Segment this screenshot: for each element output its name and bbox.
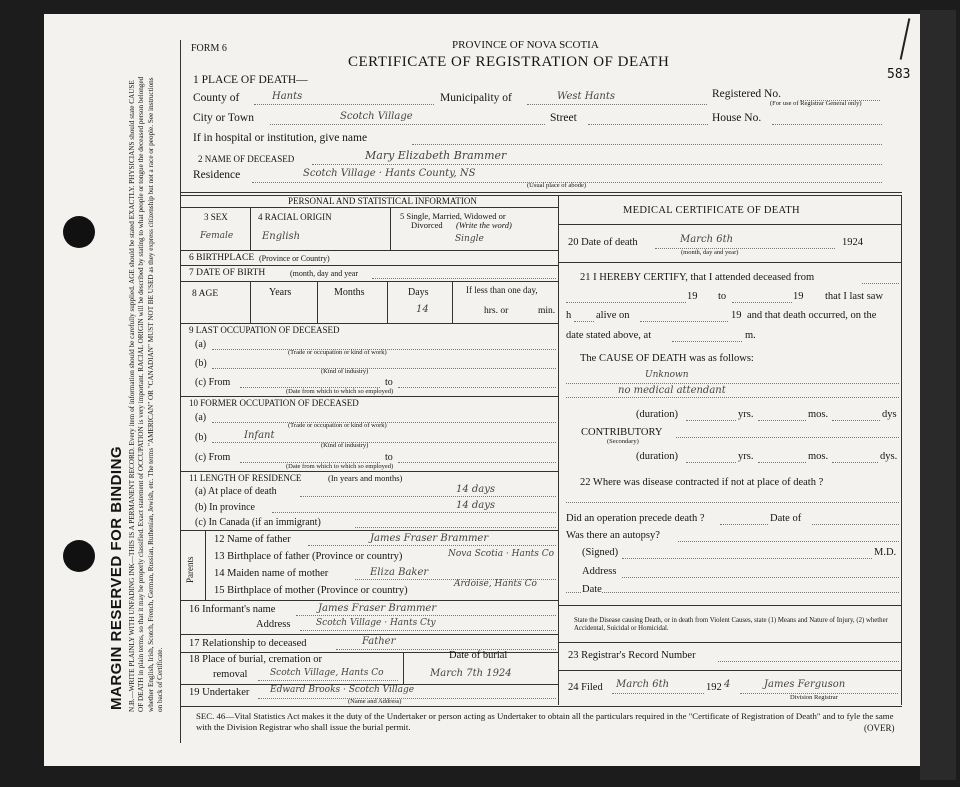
md-label: M.D. [874,547,897,558]
former-occ-b-line [212,442,556,443]
sex-label: 3 SEX [204,212,228,222]
row-rule [558,642,901,643]
age-divider [387,281,388,323]
cause-value-2: no medical attendant [618,385,726,396]
last-occ-trade-note: (Trade or occupation or kind of work) [288,349,387,356]
operation-date-line [812,524,899,525]
city-label: City or Town [193,112,254,124]
street-line [588,124,708,125]
cause-value-1: Unknown [645,370,689,380]
contributory-line [676,437,899,438]
residence-value: Scotch Village · Hants County, NS [303,168,476,179]
burial-divider [403,652,404,684]
last-occ-date-note: (Date from which to which so employed) [286,388,394,395]
duration-label: (duration) [636,409,678,420]
former-occ-to: to [385,452,393,463]
former-occ-b-value: Infant [244,430,275,441]
row-rule [558,605,901,606]
certify-date-stated: date stated above, at [566,330,652,341]
former-occ-date-note: (Date from which to which so employed) [286,463,394,470]
duration-mos-2: mos. [808,451,829,462]
father-birth-value: Nova Scotia · Hants Co [448,549,555,559]
q22-line [566,502,899,503]
certify-year-1: 19 [687,291,698,302]
racial-label: 4 RACIAL ORIGIN [258,212,332,222]
last-occ-a: (a) [195,339,207,350]
father-line [308,545,556,546]
certify-to-line [732,302,792,303]
residence-b-label: (b) In province [195,502,255,513]
last-occ-industry-note: (Kind of industry) [321,368,369,375]
form-number: FORM 6 [191,43,227,54]
over-label: (OVER) [864,723,895,733]
instructions-text: N.B.—WRITE PLAINLY WITH UNFADING INK—THIS IS A PERMANENT RECORD. Every item of information should be carefully supplied. AGE should be stated EXACTLY. PHYSICIANS should state CAUSE OF DEATH in plain terms, so that it may be properly classified. Exact statement of OCCUPATION is very important. RACIAL ORIGIN will be described by stating to what people or tongue the deceased person belonged whether English, Irish, Scotch, French, German, Russian, Ruthenian, Jewish, etc. The terms "AMERICAN" OR "CANADIAN" MUST NOT BE USED as they express citizenship but not a race or people. See instructions on back of Certificate. [128,76,165,712]
age-divider [250,281,251,323]
months-label: Months [334,287,365,298]
birthplace-note: (Province or Country) [259,254,330,263]
personal-heading-rule [180,207,558,208]
days-value: 14 [416,304,429,315]
certify-year-2: 19 [793,291,804,302]
q22-label: 22 Where was disease contracted if not at place of death ? [580,477,824,488]
medical-heading: MEDICAL CERTIFICATE OF DEATH [623,205,800,216]
death-date-label: 20 Date of death [568,237,638,248]
municipality-label: Municipality of [440,92,512,104]
undertaker-label: 19 Undertaker [189,687,250,698]
operation-date-label: Date of [770,513,802,524]
duration-label-2: (duration) [636,451,678,462]
registrar-label: Division Registrar [790,694,838,701]
hospital-line [412,144,882,145]
registered-label: Registered No. [712,88,781,100]
row-rule [558,670,901,671]
certify-death-occurred: and that death occurred, on the [747,310,877,321]
footer-text: SEC. 46—Vital Statistics Act makes it the duty of the Undertaker or person acting as Undertaker to obtain all the particulars required in the "Certificate of Registration of Death" and to fyle the same with the Division Registrar who shall issue the burial permit. [196,711,894,732]
record-number-label: 23 Registrar's Record Number [568,650,696,661]
duration-yrs-line [686,420,736,421]
informant-label: 16 Informant's name [189,604,276,615]
parents-divider [205,530,206,600]
residence-b-value: 14 days [456,500,496,511]
residence-a-label: (a) At place of death [195,486,277,497]
binding-hole [63,216,95,248]
operation-label: Did an operation precede death ? [566,513,705,524]
mother-label: 14 Maiden name of mother [214,568,329,579]
signed-line [622,558,872,559]
hrs-label: hrs. or [484,306,509,316]
burial-date-value: March 7th 1924 [430,668,512,679]
certify-h-line [574,321,594,322]
relationship-line [336,649,556,650]
informant-line [296,615,556,616]
county-label: County of [193,92,240,104]
residence-c-label: (c) In Canada (if an immigrant) [195,517,321,528]
duration-dys: dys [882,409,897,420]
last-occ-to-line [398,387,556,388]
former-occ-a: (a) [195,412,207,423]
certify-from-line [566,302,686,303]
filed-value: March 6th [616,679,670,690]
street-label: Street [550,112,577,124]
filed-label: 24 Filed [568,682,603,693]
operation-line [720,524,768,525]
row-rule [180,265,558,266]
burial-place-label: 18 Place of burial, cremation or [189,654,322,665]
age-divider [452,281,453,323]
certify-line-fill [862,283,899,284]
certify-year-3: 19 [731,310,742,321]
residence-length-note: (In years and months) [328,473,403,483]
row-rule [180,323,558,324]
father-birth-label: 13 Birthplace of father (Province or country) [214,551,403,562]
row-rule [180,600,558,601]
filed-line [612,693,704,694]
certify-to: to [718,291,727,302]
row-rule [180,396,558,397]
deceased-name-line [312,164,882,165]
page-number: 583 [887,67,911,82]
grid-right-border [901,195,902,705]
secondary-note: (Secondary) [607,438,639,445]
cause-label: The CAUSE OF DEATH was as follows: [580,353,754,364]
duration-yrs: yrs. [738,409,754,420]
row-rule [180,281,558,282]
last-occupation-heading: 9 LAST OCCUPATION OF DECEASED [189,325,340,335]
dob-note: (month, day and year [290,269,358,278]
former-occ-from: (c) From [195,452,231,463]
certificate-title: CERTIFICATE OF REGISTRATION OF DEATH [348,54,670,70]
med-address-line [622,577,899,578]
registered-note: (For use of Registrar General only) [770,100,862,107]
place-of-death-heading: 1 PLACE OF DEATH— [193,74,308,86]
residence-a-value: 14 days [456,484,496,495]
certify-line: 21 I HEREBY CERTIFY, that I attended deceased from [580,272,815,283]
last-occ-from: (c) From [195,377,231,388]
row-rule [558,262,901,263]
marital-value: Single [455,234,484,244]
marital-label-2: Divorced [411,220,443,230]
birthplace-label: 6 BIRTHPLACE [189,253,255,263]
last-occ-to: to [385,377,393,388]
father-label: 12 Name of father [214,534,291,545]
deceased-name-label: 2 NAME OF DECEASED [198,154,295,164]
filed-year-value: 4 [724,679,731,690]
med-address-line-2 [566,592,899,593]
age-label: 8 AGE [192,289,219,299]
duration-mos-line-2 [758,462,806,463]
death-date-year: 1924 [842,237,863,248]
column-divider [558,195,559,705]
residence-label: Residence [193,169,241,181]
mother-birth-label: 15 Birthplace of mother (Province or country) [214,585,408,596]
row-rule [180,634,558,635]
personal-heading: PERSONAL AND STATISTICAL INFORMATION [288,196,477,206]
mother-birth-value: Ardoise, Hants Co [454,579,537,589]
former-occ-b: (b) [195,432,207,443]
informant-value: James Fraser Brammer [318,603,437,614]
certify-alive-line [640,321,728,322]
county-line [254,104,434,105]
racial-divider [390,207,391,250]
residence-a-line [300,496,556,497]
page-edge [920,10,956,780]
city-value: Scotch Village [340,111,413,122]
burial-date-label: Date of burial [449,650,508,661]
residence-length-heading: 11 LENGTH OF RESIDENCE [189,473,302,483]
filed-year-label: 192 [706,682,722,693]
days-label: Days [408,287,429,298]
hospital-label: If in hospital or institution, give name [193,132,368,144]
grid-bottom-rule [180,706,902,707]
duration-yrs-2: yrs. [738,451,754,462]
row-rule [180,250,558,251]
less-than-day-label: If less than one day, [466,285,538,295]
informant-address-label: Address [256,619,291,630]
duration-mos: mos. [808,409,829,420]
informant-address-line [300,630,556,631]
former-occ-trade-note: (Trade or occupation or kind of work) [288,422,387,429]
signed-label: (Signed) [582,547,619,558]
marital-label: 5 Single, Married, Widowed or [400,211,506,221]
undertaker-value: Edward Brooks · Scotch Village [270,685,415,695]
duration-dys-line-2 [832,462,878,463]
racial-value: English [262,231,301,242]
autopsy-label: Was there an autopsy? [566,530,660,541]
dob-label: 7 DATE OF BIRTH [189,268,266,278]
province-heading: PROVINCE OF NOVA SCOTIA [452,39,599,51]
house-line [772,124,882,125]
undertaker-line [258,698,556,699]
grid-top-rule [180,192,902,193]
residence-c-line [355,527,556,528]
duration-dys-2: dys. [880,451,898,462]
municipality-line [527,104,707,105]
binding-margin-label: MARGIN RESERVED FOR BINDING [108,445,125,710]
mother-value: Eliza Baker [370,567,429,578]
burial-place-value: Scotch Village, Hants Co [270,668,384,678]
duration-dys-line [832,420,880,421]
contributory-label: CONTRIBUTORY [581,427,663,438]
residence-note: (Usual place of abode) [527,182,587,189]
duration-yrs-line-2 [686,462,736,463]
violence-note: State the Disease causing Death, or in death from Violent Causes, state (1) Means and Nature of Injury, (2) whether Accidental, Suicidal or Homicidal. [574,617,888,632]
city-line [270,124,545,125]
relationship-value: Father [362,636,396,647]
record-number-line [718,661,899,662]
former-occ-to-line [398,462,556,463]
death-date-note: (month, day and year) [681,249,739,256]
row-rule [180,471,558,472]
autopsy-line [678,541,899,542]
last-occ-b: (b) [195,358,207,369]
certify-last-saw: that I last saw [825,291,884,302]
form-border-left [180,40,181,743]
medical-heading-rule [558,224,901,225]
informant-address-value: Scotch Village · Hants Cty [316,618,436,628]
relationship-label: 17 Relationship to deceased [189,638,307,649]
cause-line-2 [566,397,899,398]
last-occ-b-line [212,368,556,369]
certify-h: h [566,310,572,321]
sex-divider [250,207,251,250]
row-rule [180,530,558,531]
house-label: House No. [712,112,762,124]
sex-value: Female [200,231,234,241]
age-divider [317,281,318,323]
burial-place-line [258,680,398,681]
parents-side-label: Parents [185,556,195,583]
father-value: James Fraser Brammer [370,533,489,544]
certify-m: m. [745,330,756,341]
burial-removal-label: removal [213,669,248,680]
years-label: Years [269,287,292,298]
certify-at-line [672,341,742,342]
duration-mos-line [758,420,806,421]
residence-b-line [272,512,556,513]
marital-label-3: (Write the word) [456,220,512,230]
deceased-name-value: Mary Elizabeth Brammer [365,149,507,162]
med-address-label: Address [582,566,617,577]
certify-alive-on: alive on [596,310,630,321]
former-occupation-heading: 10 FORMER OCCUPATION OF DECEASED [189,398,359,408]
dob-line [372,278,556,279]
med-date-label: Date [582,584,602,595]
former-occ-industry-note: (Kind of industry) [321,442,369,449]
county-value: Hants [272,91,303,102]
min-label: min. [538,306,556,316]
cause-line-1 [566,383,899,384]
death-date-value: March 6th [680,234,734,245]
registrar-signature: James Ferguson [764,679,846,690]
undertaker-note: (Name and Address) [348,698,402,705]
binding-hole [63,540,95,572]
municipality-value: West Hants [557,91,615,102]
